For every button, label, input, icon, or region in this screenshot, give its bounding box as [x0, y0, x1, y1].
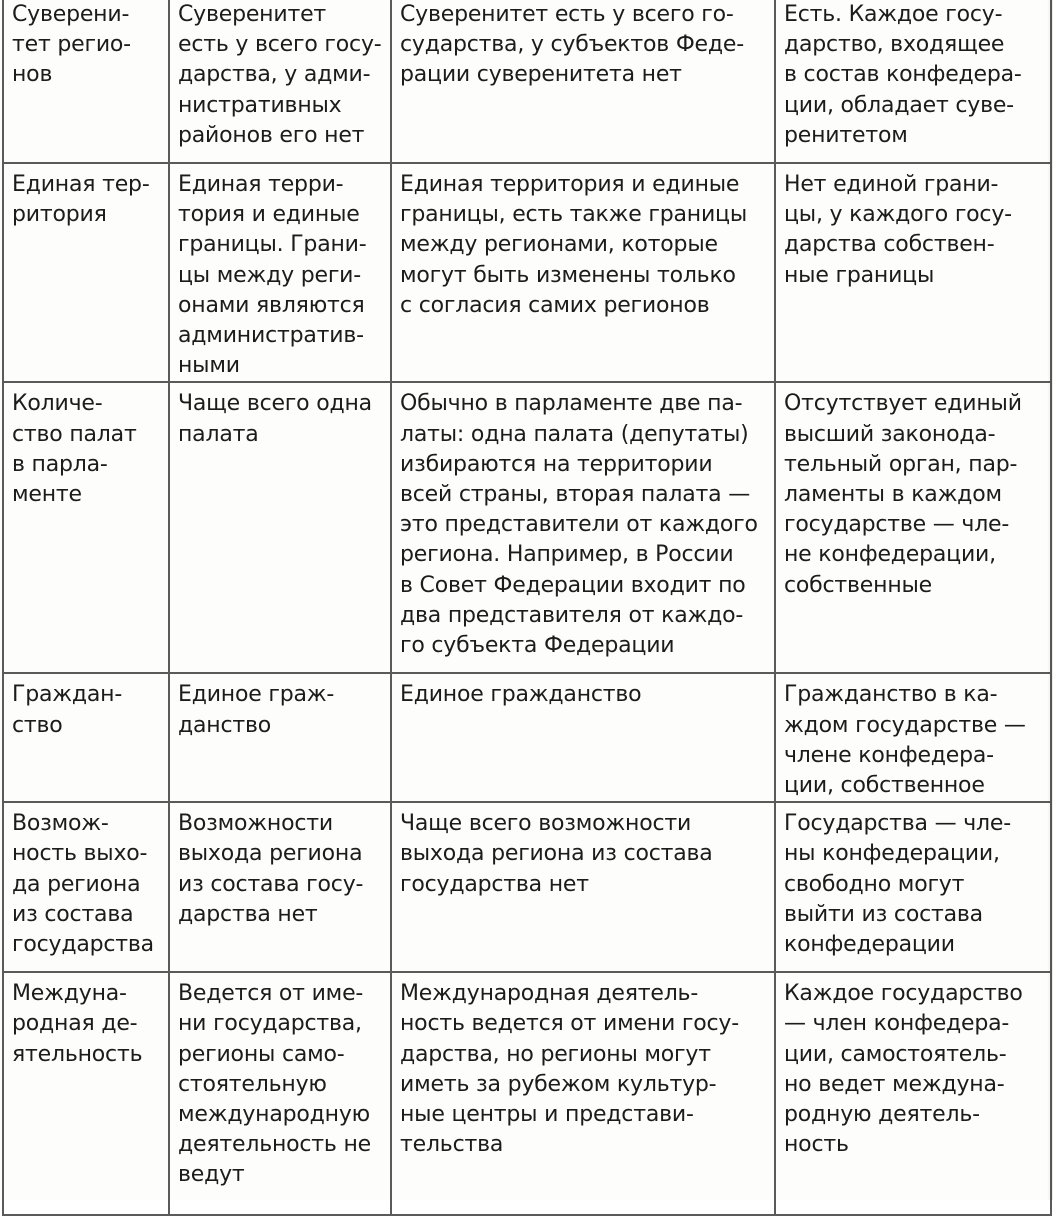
- table-row-international: [3, 972, 1051, 1215]
- criterion-cell: Граждан- ство: [3, 673, 169, 802]
- unitary-cell: Возможности выхода региона из состава госу- дарства нет: [169, 802, 391, 972]
- federation-cell: Суверенитет есть у всего го- сударства, у субъектов Феде- рации суверенитета нет: [391, 0, 775, 163]
- confederation-cell: Отсутствует единый высший законода- тельный орган, пар- ламенты в каждом государстве — чле- не конфедерации, собственные: [775, 382, 1051, 673]
- federation-cell: Обычно в парламенте две па- латы: одна палата (депутаты) избираются на территории всей страны, вторая палата — это представители от каждого региона. Например, в России в Совет Федерации входит по два представителя от каждо- го субъекта Федерации: [391, 382, 775, 673]
- criterion-cell: Суверени- тет регио- нов: [3, 0, 169, 163]
- table-row-sovereignty: [3, 0, 1051, 163]
- federation-cell: Единая территория и единые границы, есть также границы между регионами, которые могут быть изменены только с согласия самих регионов: [391, 163, 775, 382]
- criterion-cell: Количе- ство палат в парла- менте: [3, 382, 169, 673]
- table-row-secession: [3, 802, 1051, 972]
- federation-cell: Единое гражданство: [391, 673, 775, 802]
- confederation-cell: Есть. Каждое госу- дарство, входящее в состав конфедера- ции, обладает суве- ренитетом: [775, 0, 1051, 163]
- table-row-parliament: [3, 382, 1051, 673]
- unitary-cell: Суверенитет есть у всего госу- дарства, у адми- нистративных районов его нет: [169, 0, 391, 163]
- unitary-cell: Ведется от име- ни государства, регионы само- стоятельную международную деятельность не ведут: [169, 972, 391, 1215]
- federation-cell: Чаще всего возможности выхода региона из состава государства нет: [391, 802, 775, 972]
- comparison-table: [2, 0, 1052, 1216]
- table-row-territory: [3, 163, 1051, 382]
- page-edge-shadow: [1047, 0, 1053, 1200]
- unitary-cell: Единая терри- тория и единые границы. Грани- цы между реги- онами являются административ- ными: [169, 163, 391, 382]
- confederation-cell: Государства — чле- ны конфедерации, свободно могут выйти из состава конфедерации: [775, 802, 1051, 972]
- table-row-citizenship: [3, 673, 1051, 802]
- criterion-cell: Междуна- родная де- ятельность: [3, 972, 169, 1215]
- unitary-cell: Чаще всего одна палата: [169, 382, 391, 673]
- criterion-cell: Возмож- ность выхо- да региона из состава государства: [3, 802, 169, 972]
- criterion-cell: Единая тер- ритория: [3, 163, 169, 382]
- federation-cell: Международная деятель- ность ведется от имени госу- дарства, но регионы могут иметь за рубежом культур- ные центры и представи- тельства: [391, 972, 775, 1215]
- confederation-cell: Нет единой грани- цы, у каждого госу- дарства собствен- ные границы: [775, 163, 1051, 382]
- confederation-cell: Каждое государство — член конфедера- ции, самостоятель- но ведет междуна- родную деятель- ность: [775, 972, 1051, 1215]
- unitary-cell: Единое граж- данство: [169, 673, 391, 802]
- confederation-cell: Гражданство в ка- ждом государстве — члене конфедера- ции, собственное: [775, 673, 1051, 802]
